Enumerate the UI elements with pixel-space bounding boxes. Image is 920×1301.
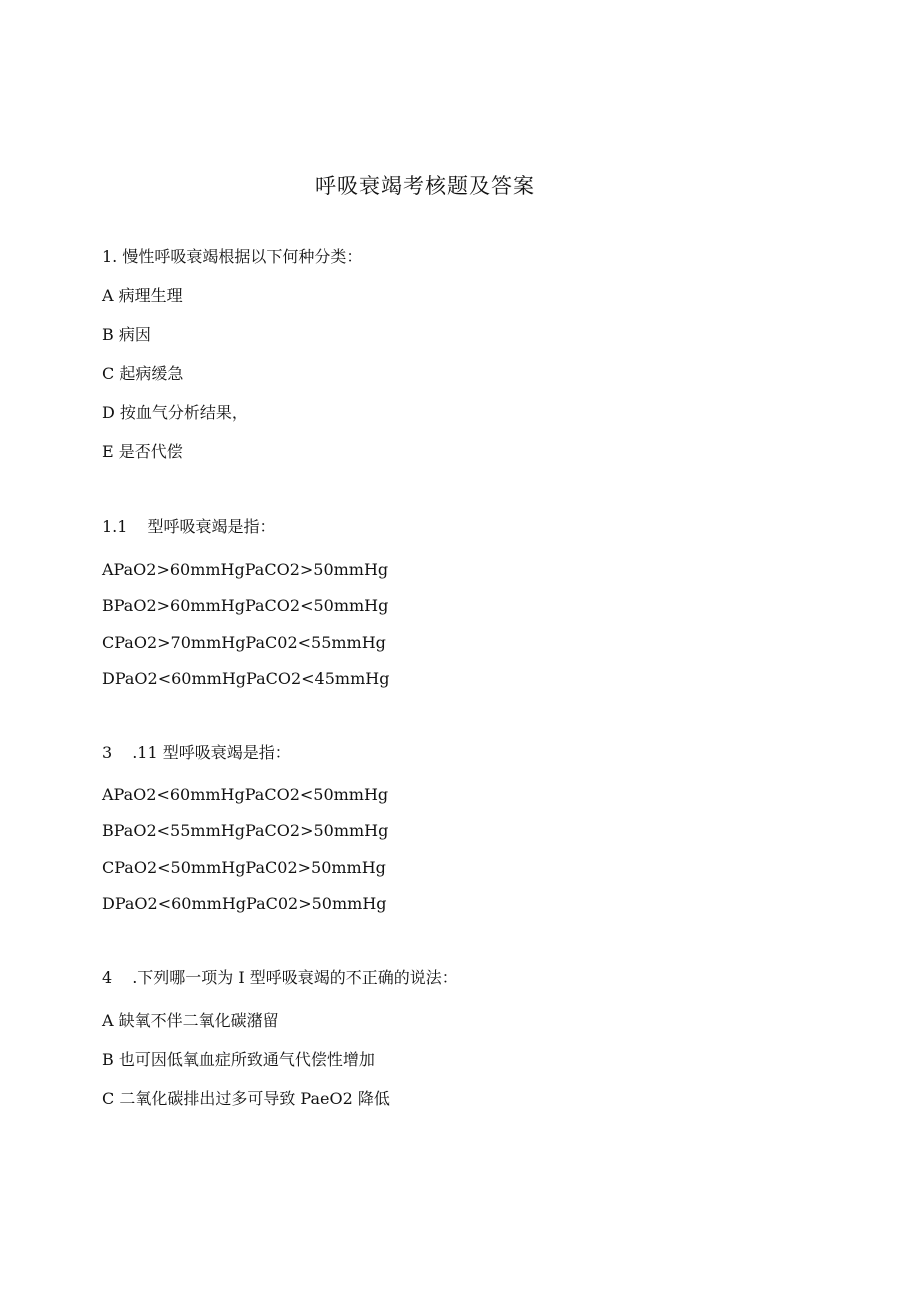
q4-option-a: A 缺氧不伴二氧化碳潴留 <box>102 1011 279 1030</box>
q1-option-b: B 病因 <box>102 325 151 344</box>
q1-option-c: C 起病缓急 <box>102 364 184 383</box>
q4-number: 4 <box>102 968 113 987</box>
question-2 <box>102 517 275 537</box>
q2-number: 1.1 <box>102 517 128 536</box>
q3-option-c: CPaO2<50mmHgPaC02>50mmHg <box>102 858 386 877</box>
q3-option-a: APaO2<60mmHgPaCO2<50mmHg <box>102 785 389 804</box>
q3-option-b: BPaO2<55mmHgPaCO2>50mmHg <box>102 821 389 840</box>
q4-text: .下列哪一项为 I 型呼吸衰竭的不正确的说法： <box>132 968 458 987</box>
question-1: 1. 慢性呼吸衰竭根据以下何种分类： <box>102 247 363 266</box>
q4-option-c: C 二氧化碳排出过多可导致 PaeO2 降低 <box>102 1089 390 1108</box>
q3-option-d: DPaO2<60mmHgPaC02>50mmHg <box>102 894 387 913</box>
q2-option-c: CPaO2>70mmHgPaC02<55mmHg <box>102 633 386 652</box>
q2-option-d: DPaO2<60mmHgPaCO2<45mmHg <box>102 669 390 688</box>
q2-option-b: BPaO2>60mmHgPaCO2<50mmHg <box>102 596 389 615</box>
q4-option-b: B 也可因低氧血症所致通气代偿性增加 <box>102 1050 375 1069</box>
question-3 <box>102 743 291 763</box>
q1-option-a: A 病理生理 <box>102 286 183 305</box>
page-title: 呼吸衰竭考核题及答案 <box>315 174 535 198</box>
q3-text: .11 型呼吸衰竭是指： <box>132 743 291 762</box>
q2-text: 型呼吸衰竭是指： <box>147 517 276 536</box>
q3-number: 3 <box>102 743 113 762</box>
q2-option-a: APaO2>60mmHgPaCO2>50mmHg <box>102 560 389 579</box>
q1-option-e: E 是否代偿 <box>102 442 183 461</box>
q1-option-d: D 按血气分析结果， <box>102 403 248 422</box>
question-4 <box>102 968 458 988</box>
